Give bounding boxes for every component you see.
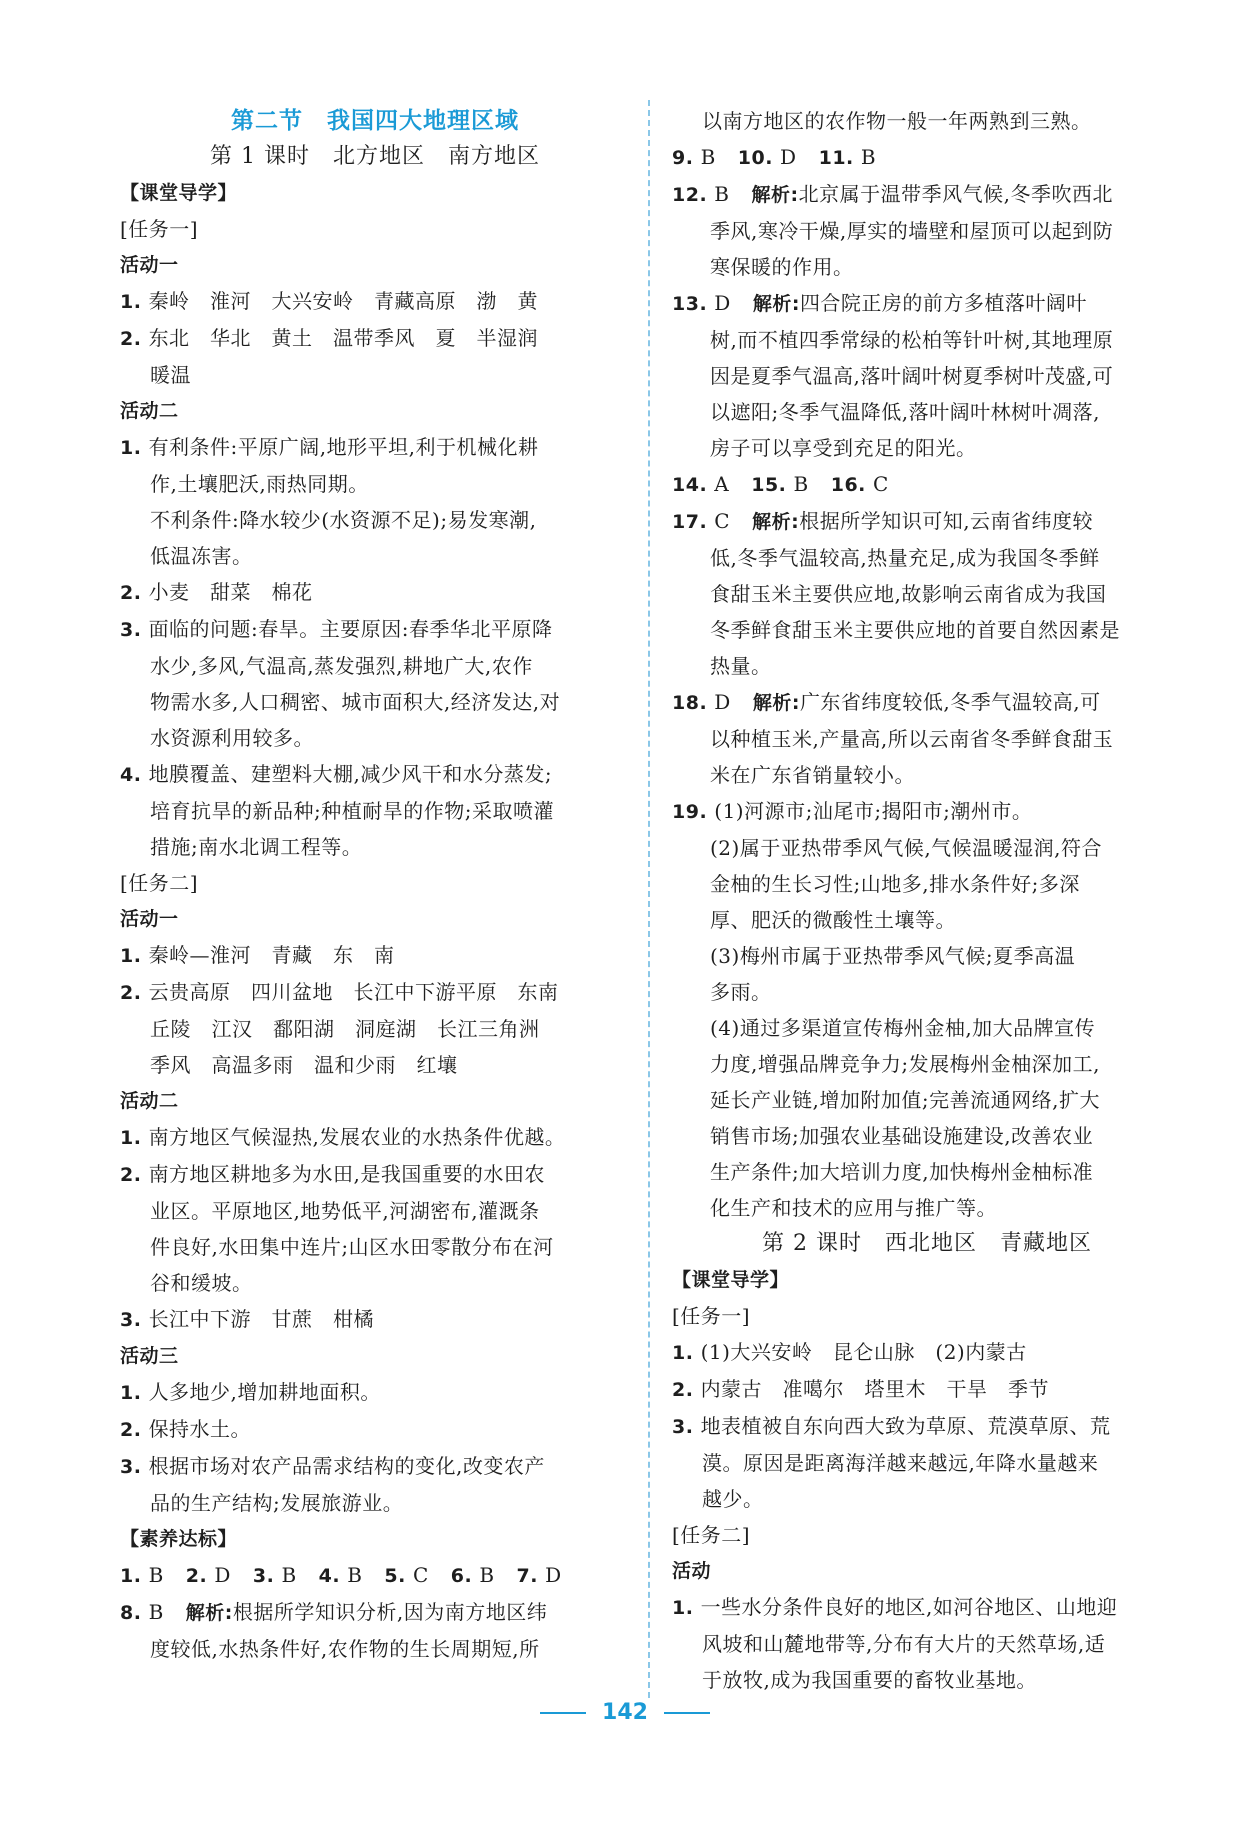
answer-line xyxy=(672,1334,1182,1371)
item-text: 根据所学知识分析,因为南方地区纬 xyxy=(232,1600,548,1624)
answer-line xyxy=(120,1047,630,1083)
left-column xyxy=(120,103,630,1667)
answer-continuation: 食甜玉米主要供应地,故影响云南省成为我国 xyxy=(710,582,1107,606)
answer-continuation: 以种植玉米,产量高,所以云南省冬季鲜食甜玉 xyxy=(710,727,1114,751)
answer-line xyxy=(672,1662,1182,1698)
answer-continuation: 房子可以享受到充足的阳光。 xyxy=(710,436,977,460)
item-number: 8. xyxy=(120,1602,149,1624)
item-text: (1)大兴安岭 昆仑山脉 (2)内蒙古 xyxy=(700,1340,1027,1364)
answer-line xyxy=(120,937,630,974)
item-text: 秦岭 淮河 大兴安岭 青藏高原 渤 黄 xyxy=(148,289,539,313)
answer-continuation: 度较低,水热条件好,农作物的生长周期短,所 xyxy=(150,1637,540,1661)
item-text: 东北 华北 黄土 温带季风 夏 半湿润 xyxy=(148,326,539,350)
item-number: 1. xyxy=(120,291,149,313)
item-answer: C xyxy=(714,509,731,533)
item-text: 丘陵 江汉 鄱阳湖 洞庭湖 长江三角洲 xyxy=(150,1017,540,1041)
task-heading: [任务二] xyxy=(120,871,199,895)
answer-line xyxy=(672,1589,1182,1626)
item-number: 1. xyxy=(120,945,149,967)
item-text: 有利条件:平原广阔,地形平坦,利于机械化耕 xyxy=(148,435,539,459)
answer-line xyxy=(120,1485,630,1521)
analysis-line xyxy=(672,176,1182,213)
answer-line xyxy=(120,320,630,357)
item-text: 保持水土。 xyxy=(148,1417,252,1441)
item-text: 地膜覆盖、建塑料大棚,减少风干和水分蒸发; xyxy=(148,762,553,786)
item-text: 一些水分条件良好的地区,如河谷地区、山地迎 xyxy=(700,1595,1118,1619)
answer-line xyxy=(120,283,630,320)
item-text: 培育抗旱的新品种;种植耐旱的作物;采取喷灌 xyxy=(150,799,554,823)
item-answer: B xyxy=(700,145,716,169)
item-answer: D xyxy=(214,1563,231,1587)
lesson-title: 第 2 课时 西北地区 青藏地区 xyxy=(762,1231,1092,1256)
right-column xyxy=(672,103,1182,1698)
activity-heading: 活动一 xyxy=(120,908,179,930)
answer-line xyxy=(120,357,630,393)
item-text: 地表植被自东向西大致为草原、荒漠草原、荒 xyxy=(700,1414,1111,1438)
answer-continuation: (4)通过多渠道宣传梅州金柚,加大品牌宣传 xyxy=(710,1016,1096,1040)
item-text: 面临的问题:春旱。主要原因:春季华北平原降 xyxy=(148,617,553,641)
answer-line xyxy=(120,1229,630,1265)
item-number: 5. xyxy=(384,1565,413,1587)
item-text: 内蒙古 准噶尔 塔里木 干旱 季节 xyxy=(700,1377,1050,1401)
answer-line xyxy=(672,1371,1182,1408)
item-text: 秦岭—淮河 青藏 东 南 xyxy=(148,943,395,967)
item-number: 3. xyxy=(120,1309,149,1331)
activity-heading: 活动二 xyxy=(120,1090,179,1112)
item-text: 水资源利用较多。 xyxy=(150,726,314,750)
item-answer: B xyxy=(148,1600,164,1624)
answer-continuation: 销售市场;加强农业基础设施建设,改善农业 xyxy=(710,1124,1094,1148)
lesson-title: 第 1 课时 北方地区 南方地区 xyxy=(210,144,540,169)
item-number: 16. xyxy=(830,474,873,496)
item-answer: A xyxy=(714,472,730,496)
item-text: 四合院正房的前方多植落叶阔叶 xyxy=(799,291,1087,315)
item-text: (1)河源市;汕尾市;揭阳市;潮州市。 xyxy=(714,799,1033,823)
item-number: 1. xyxy=(120,1382,149,1404)
answer-line xyxy=(672,1408,1182,1445)
item-text: 根据所学知识可知,云南省纬度较 xyxy=(799,509,1094,533)
answer-line xyxy=(120,502,630,538)
answer-line xyxy=(120,756,630,793)
item-number: 2. xyxy=(120,1419,149,1441)
item-number: 17. xyxy=(672,511,715,533)
item-text: 业区。平原地区,地势低平,河湖密布,灌溉条 xyxy=(150,1199,540,1223)
answer-line xyxy=(120,611,630,648)
answer-continuation: 季风,寒冷干燥,厚实的墙壁和屋顶可以起到防 xyxy=(710,219,1114,243)
item-text: 于放牧,成为我国重要的畜牧业基地。 xyxy=(702,1668,1037,1692)
item-text: 品的生产结构;发展旅游业。 xyxy=(150,1491,404,1515)
item-number: 3. xyxy=(120,619,149,641)
item-number: 1. xyxy=(672,1342,701,1364)
answer-continuation: 树,而不植四季常绿的松柏等针叶树,其地理原 xyxy=(710,328,1114,352)
answer-line xyxy=(120,1193,630,1229)
answer-line xyxy=(120,684,630,720)
item-text: 云贵高原 四川盆地 长江中下游平原 东南 xyxy=(148,980,559,1004)
page-number-row xyxy=(0,1700,1250,1725)
answer-continuation: 因是夏季气温高,落叶阔叶树夏季树叶茂盛,可 xyxy=(710,364,1114,388)
analysis-line xyxy=(672,285,1182,322)
item-text: 物需水多,人口稠密、城市面积大,经济发达,对 xyxy=(150,690,561,714)
answer-line xyxy=(120,974,630,1011)
item-text: 漠。原因是距离海洋越来越远,年降水量越来 xyxy=(702,1451,1099,1475)
item-number: 1. xyxy=(120,437,149,459)
item-text: 作,土壤肥沃,雨热同期。 xyxy=(150,472,369,496)
item-number: 3. xyxy=(672,1416,701,1438)
answer-continuation: 厚、肥沃的微酸性土壤等。 xyxy=(710,908,956,932)
choice-answer-row xyxy=(120,1557,630,1594)
item-text: 低温冻害。 xyxy=(150,544,253,568)
item-text: 水少,多风,气温高,蒸发强烈,耕地广大,农作 xyxy=(150,654,533,678)
answer-line xyxy=(120,1156,630,1193)
section-title: 第二节 我国四大地理区域 xyxy=(231,107,519,134)
item-number: 2. xyxy=(120,328,149,350)
page-number-dash-right xyxy=(664,1712,710,1714)
answer-continuation: 寒保暖的作用。 xyxy=(710,255,854,279)
answer-line xyxy=(120,466,630,502)
answer-line xyxy=(672,1481,1182,1517)
item-number: 3. xyxy=(120,1456,149,1478)
item-number: 6. xyxy=(450,1565,480,1587)
item-text: 季风 高温多雨 温和少雨 红壤 xyxy=(150,1053,458,1077)
answer-line xyxy=(120,829,630,865)
answer-continuation: 生产条件;加大培训力度,加快梅州金柚标准 xyxy=(710,1160,1094,1184)
item-answer: C xyxy=(412,1563,429,1587)
item-text: 根据市场对农产品需求结构的变化,改变农产 xyxy=(148,1454,545,1478)
item-text: 暖温 xyxy=(150,363,191,387)
answer-line xyxy=(120,793,630,829)
column-divider xyxy=(648,100,650,1698)
answer-line xyxy=(120,1119,630,1156)
item-number: 11. xyxy=(818,147,861,169)
answer-continuation: 米在广东省销量较小。 xyxy=(710,763,915,787)
item-number: 14. xyxy=(672,474,715,496)
answer-continuation: 化生产和技术的应用与推广等。 xyxy=(710,1196,997,1220)
page-number: 142 xyxy=(602,1700,648,1725)
answer-continuation: 延长产业链,增加附加值;完善流通网络,扩大 xyxy=(710,1088,1100,1112)
choice-answer-row xyxy=(672,139,1182,176)
task-heading: [任务二] xyxy=(672,1523,751,1547)
analysis-line xyxy=(672,684,1182,721)
item-text: 长江中下游 甘蔗 柑橘 xyxy=(148,1307,375,1331)
item-answer: B xyxy=(148,1563,164,1587)
item-number: 2. xyxy=(672,1379,701,1401)
analysis-label: 解析: xyxy=(185,1602,233,1624)
analysis-line xyxy=(672,503,1182,540)
item-number: 12. xyxy=(672,184,715,206)
answer-line xyxy=(672,793,1182,830)
activity-heading: 活动三 xyxy=(120,1345,179,1367)
answer-line xyxy=(120,1374,630,1411)
item-answer: D xyxy=(780,145,797,169)
item-answer: B xyxy=(281,1563,297,1587)
item-text: 南方地区耕地多为水田,是我国重要的水田农 xyxy=(148,1162,545,1186)
item-number: 7. xyxy=(516,1565,546,1587)
item-number: 1. xyxy=(120,1127,149,1149)
item-number: 4. xyxy=(318,1565,348,1587)
section-heading: 【课堂导学】 xyxy=(120,182,238,204)
analysis-label: 解析: xyxy=(752,511,800,533)
choice-answer-row xyxy=(672,466,1182,503)
answer-line xyxy=(120,1301,630,1338)
item-text: 风坡和山麓地带等,分布有大片的天然草场,适 xyxy=(702,1632,1106,1656)
answer-continuation: 热量。 xyxy=(710,654,772,678)
item-number: 2. xyxy=(120,1164,149,1186)
answer-line xyxy=(120,1411,630,1448)
item-number: 9. xyxy=(672,147,701,169)
item-answer: D xyxy=(545,1563,562,1587)
answer-continuation: 冬季鲜食甜玉米主要供应地的首要自然因素是 xyxy=(710,618,1120,642)
item-number: 19. xyxy=(672,801,715,823)
item-answer: B xyxy=(860,145,877,169)
task-heading: [任务一] xyxy=(120,217,199,241)
item-text: 小麦 甜菜 棉花 xyxy=(148,580,313,604)
activity-heading: 活动一 xyxy=(120,254,179,276)
item-text: 谷和缓坡。 xyxy=(150,1271,253,1295)
item-answer: B xyxy=(347,1563,363,1587)
item-number: 2. xyxy=(120,582,149,604)
answer-line xyxy=(120,1265,630,1301)
item-answer: B xyxy=(714,182,730,206)
answer-line xyxy=(120,648,630,684)
section-heading: 【素养达标】 xyxy=(120,1528,238,1550)
item-text: 越少。 xyxy=(702,1487,764,1511)
item-number: 13. xyxy=(672,293,715,315)
answer-line xyxy=(120,1448,630,1485)
answer-continuation: 以遮阳;冬季气温降低,落叶阔叶林树叶凋落, xyxy=(710,400,1100,424)
item-text: 件良好,水田集中连片;山区水田零散分布在河 xyxy=(150,1235,554,1259)
answer-continuation: (3)梅州市属于亚热带季风气候;夏季高温 xyxy=(710,944,1076,968)
item-answer: D xyxy=(714,690,731,714)
answer-continuation: 以南方地区的农作物一般一年两熟到三熟。 xyxy=(702,109,1092,133)
answer-line xyxy=(120,538,630,574)
answer-continuation: 力度,增强品牌竞争力;发展梅州金柚深加工, xyxy=(710,1052,1100,1076)
answer-continuation: 金柚的生长习性;山地多,排水条件好;多深 xyxy=(710,872,1080,896)
section-heading: 【课堂导学】 xyxy=(672,1269,790,1291)
analysis-label: 解析: xyxy=(752,692,800,714)
answer-line xyxy=(120,1011,630,1047)
answer-line xyxy=(120,720,630,756)
answer-line xyxy=(120,429,630,466)
item-number: 3. xyxy=(252,1565,282,1587)
analysis-label: 解析: xyxy=(752,293,800,315)
page-number-dash-left xyxy=(540,1712,586,1714)
answer-line xyxy=(672,1626,1182,1662)
activity-heading: 活动二 xyxy=(120,400,179,422)
item-text: 措施;南水北调工程等。 xyxy=(150,835,363,859)
analysis-line xyxy=(120,1594,630,1631)
item-number: 18. xyxy=(672,692,715,714)
item-answer: C xyxy=(873,472,889,496)
item-number: 2. xyxy=(185,1565,215,1587)
answer-continuation: (2)属于亚热带季风气候,气候温暖湿润,符合 xyxy=(710,836,1103,860)
answer-line xyxy=(672,1445,1182,1481)
activity-heading: 活动 xyxy=(672,1560,712,1582)
task-heading: [任务一] xyxy=(672,1304,751,1328)
item-number: 1. xyxy=(120,1565,149,1587)
item-answer: B xyxy=(793,472,809,496)
answer-line xyxy=(120,574,630,611)
item-number: 10. xyxy=(737,147,781,169)
item-text: 不利条件:降水较少(水资源不足);易发寒潮, xyxy=(150,508,537,532)
item-answer: B xyxy=(479,1563,495,1587)
analysis-label: 解析: xyxy=(751,184,799,206)
answer-continuation: 低,冬季气温较高,热量充足,成为我国冬季鲜 xyxy=(710,546,1100,570)
item-number: 4. xyxy=(120,764,149,786)
item-number: 15. xyxy=(751,474,794,496)
item-number: 1. xyxy=(672,1597,701,1619)
item-text: 人多地少,增加耕地面积。 xyxy=(148,1380,381,1404)
item-number: 2. xyxy=(120,982,149,1004)
answer-continuation: 多雨。 xyxy=(710,980,772,1004)
item-text: 广东省纬度较低,冬季气温较高,可 xyxy=(799,690,1101,714)
item-answer: D xyxy=(714,291,731,315)
item-text: 南方地区气候湿热,发展农业的水热条件优越。 xyxy=(148,1125,566,1149)
item-text: 北京属于温带季风气候,冬季吹西北 xyxy=(798,182,1113,206)
